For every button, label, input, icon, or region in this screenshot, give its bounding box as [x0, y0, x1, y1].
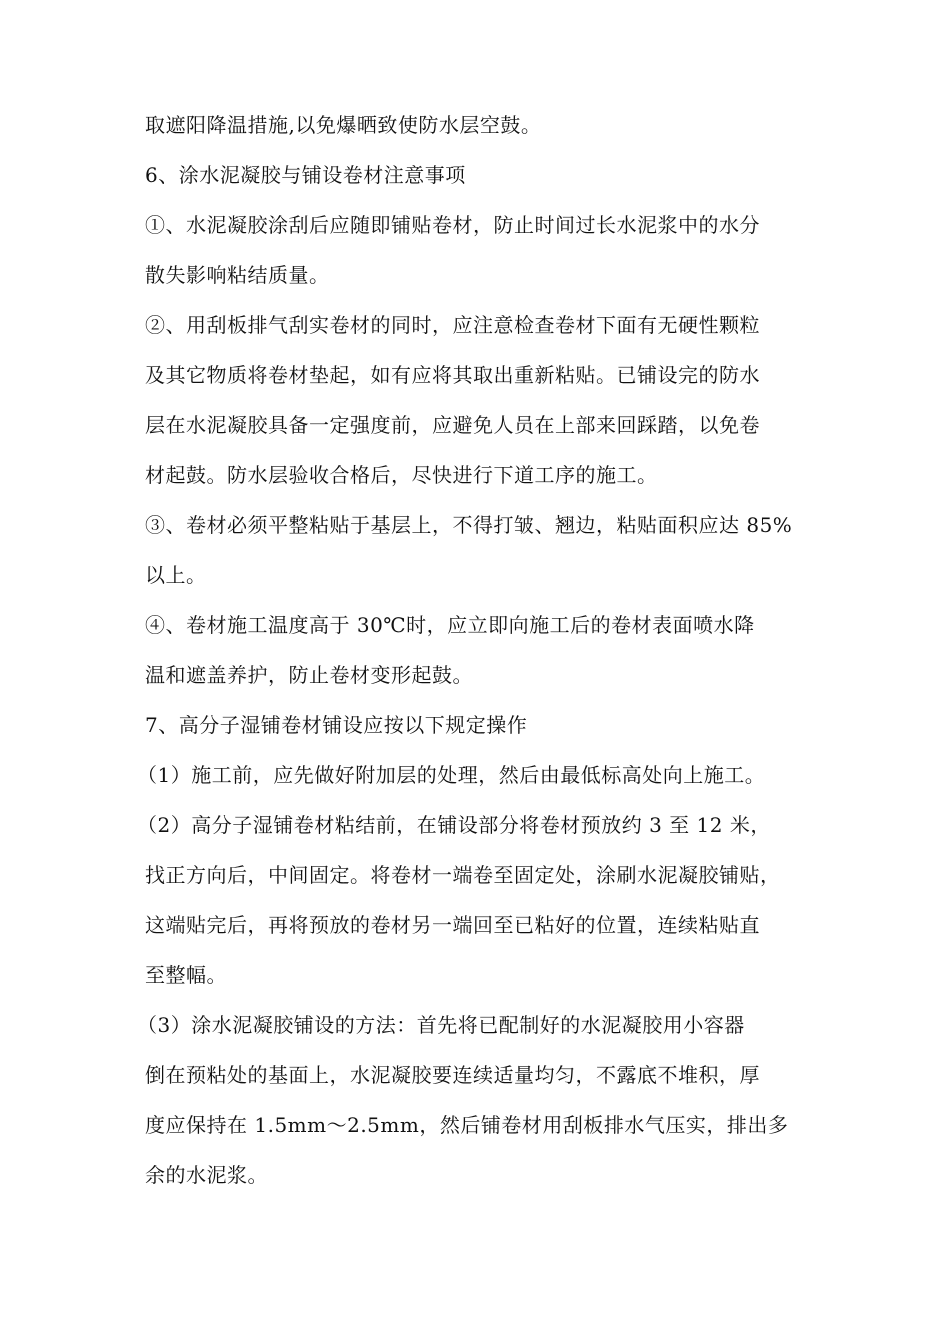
section-heading: 7、高分子湿铺卷材铺设应按以下规定操作: [145, 713, 528, 737]
text-line: （2）高分子湿铺卷材粘结前，在铺设部分将卷材预放约 3 至 12 米，: [137, 813, 771, 837]
text-line: 材起鼓。防水层验收合格后，尽快进行下道工序的施工。: [145, 463, 658, 487]
text-line: 倒在预粘处的基面上，水泥凝胶要连续适量均匀，不露底不堆积，厚: [145, 1063, 760, 1087]
section-heading: 6、涂水泥凝胶与铺设卷材注意事项: [145, 163, 466, 187]
text-line: 至整幅。: [145, 963, 227, 987]
text-line: 度应保持在 1.5mm～2.5mm，然后铺卷材用刮板排水气压实，排出多: [145, 1113, 789, 1137]
text-line: 以上。: [145, 563, 207, 587]
text-line: 温和遮盖养护，防止卷材变形起鼓。: [145, 663, 473, 687]
text-line: ③、卷材必须平整粘贴于基层上，不得打皱、翘边，粘贴面积应达 85%: [145, 513, 793, 537]
text-line: ②、用刮板排气刮实卷材的同时，应注意检查卷材下面有无硬性颗粒: [145, 313, 760, 337]
text-line: （1）施工前，应先做好附加层的处理，然后由最低标高处向上施工。: [137, 763, 766, 787]
text-line: 层在水泥凝胶具备一定强度前，应避免人员在上部来回踩踏，以免卷: [145, 413, 760, 437]
document-body: [137, 100, 825, 1200]
text-line: 余的水泥浆。: [145, 1163, 268, 1187]
text-line: 这端贴完后，再将预放的卷材另一端回至已粘好的位置，连续粘贴直: [145, 913, 760, 937]
text-line: 及其它物质将卷材垫起，如有应将其取出重新粘贴。已铺设完的防水: [145, 363, 760, 387]
text-line: 取遮阳降温措施,以免爆晒致使防水层空鼓。: [145, 113, 542, 137]
text-line: ④、卷材施工温度高于 30℃时，应立即向施工后的卷材表面喷水降: [145, 613, 755, 637]
text-line: 散失影响粘结质量。: [145, 263, 330, 287]
text-line: （3）涂水泥凝胶铺设的方法：首先将已配制好的水泥凝胶用小容器: [137, 1013, 745, 1037]
text-line: 找正方向后，中间固定。将卷材一端卷至固定处，涂刷水泥凝胶铺贴，: [145, 863, 781, 887]
text-line: ①、水泥凝胶涂刮后应随即铺贴卷材，防止时间过长水泥浆中的水分: [145, 213, 760, 237]
